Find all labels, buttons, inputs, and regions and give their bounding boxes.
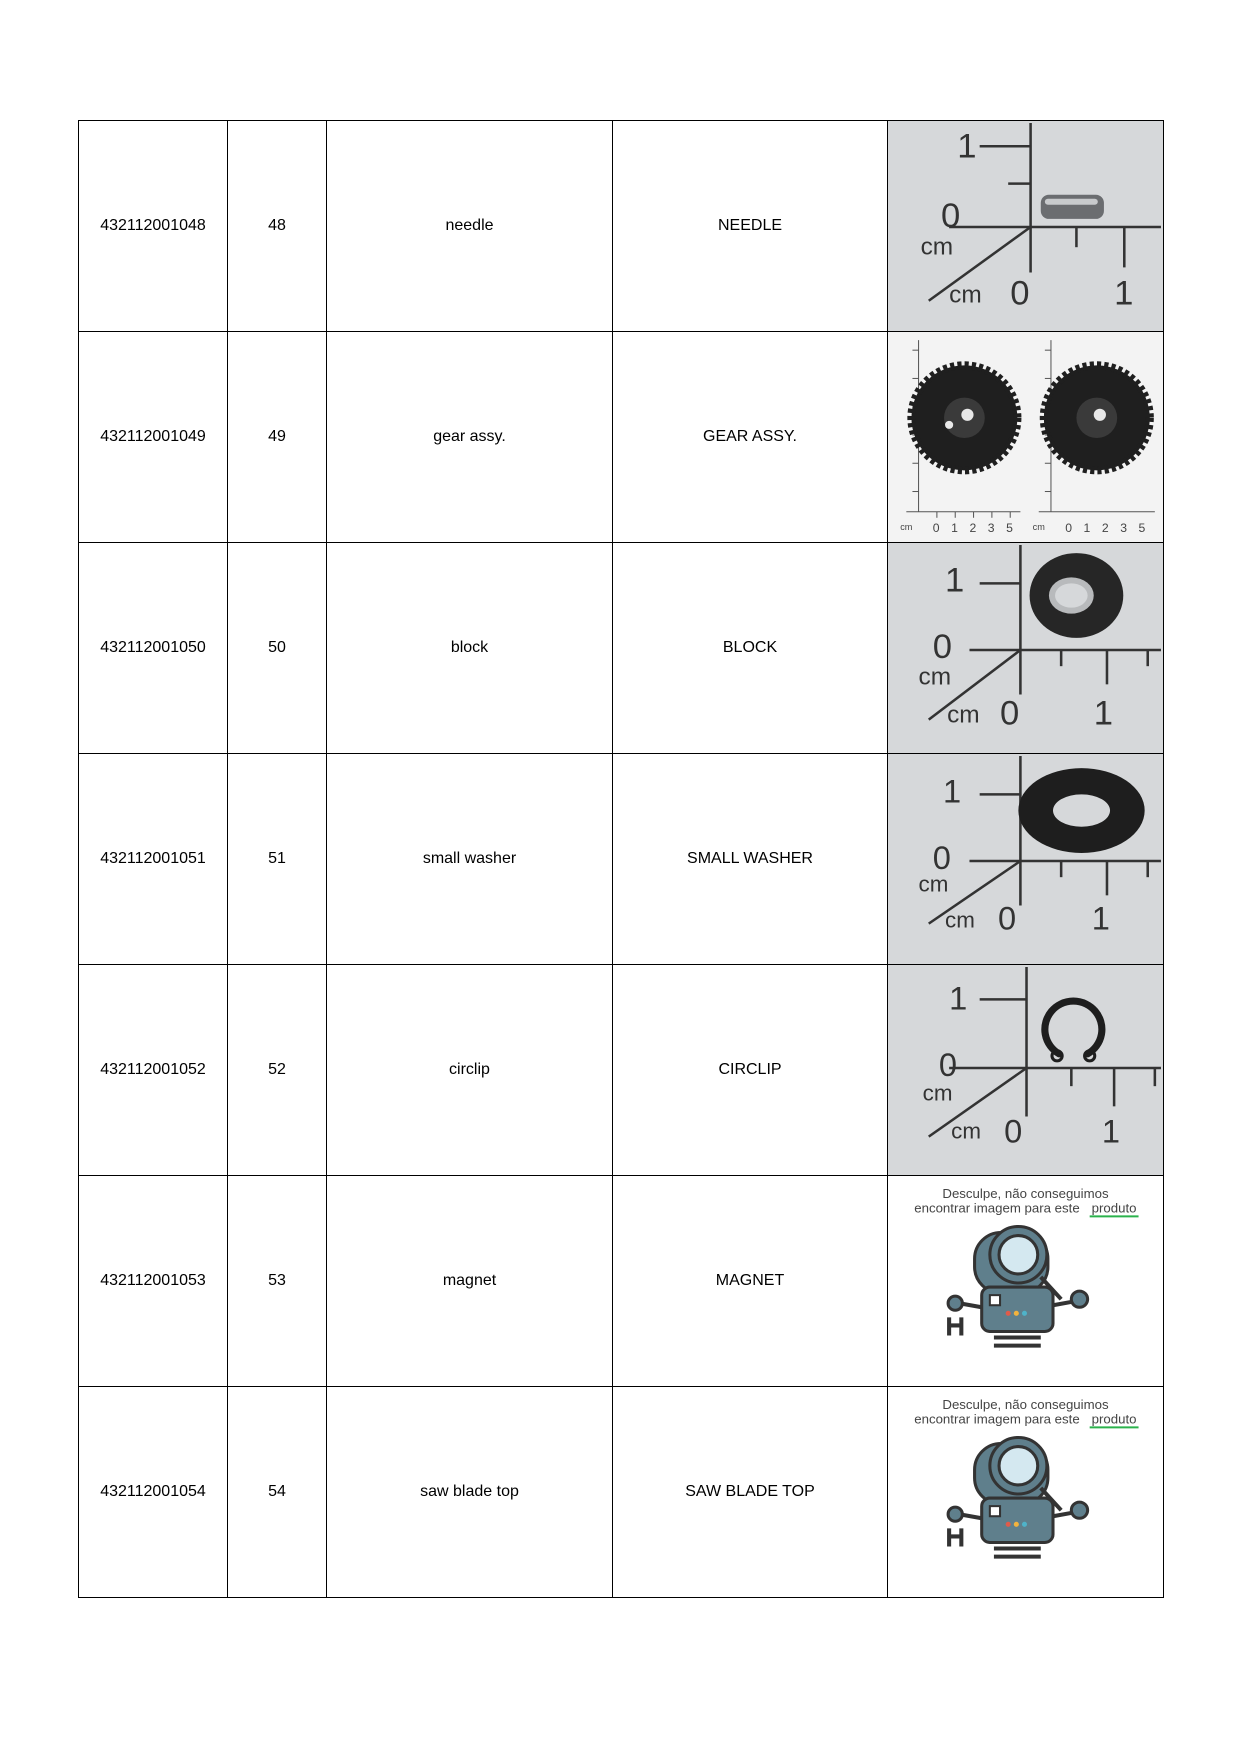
ruler-one-label: 1: [1101, 1113, 1121, 1150]
ruler-zero-label: 0: [940, 197, 961, 235]
part-code: 432112001053: [79, 1176, 228, 1387]
ruler-unit-label: cm: [918, 871, 949, 897]
part-code: 432112001054: [79, 1387, 228, 1598]
ruler-unit-label: cm: [1032, 521, 1045, 532]
part-code: 432112001050: [79, 543, 228, 754]
ruler-zero-label: 0: [1004, 1113, 1023, 1150]
circlip-photo: [888, 965, 1164, 1176]
position-number: 48: [228, 121, 327, 332]
table-row: [79, 121, 1164, 332]
gear-tick-label: 1: [951, 520, 958, 535]
position-number: 54: [228, 1387, 327, 1598]
part-description-upper: GEAR ASSY.: [613, 332, 888, 543]
part-description-upper: SMALL WASHER: [613, 754, 888, 965]
part-code: 432112001048: [79, 121, 228, 332]
placeholder-link: produto: [1091, 1411, 1137, 1427]
ruler-unit-label: cm: [918, 663, 952, 691]
part-description-upper: NEEDLE: [613, 121, 888, 332]
gear-tick-label: 0: [932, 520, 940, 535]
position-number: 49: [228, 332, 327, 543]
placeholder-line2: encontrar imagem para este: [914, 1411, 1080, 1427]
table-row: [79, 543, 1164, 754]
ruler-unit-label: cm: [951, 1118, 982, 1144]
needle-photo: [888, 121, 1164, 332]
gear-tick-label: 1: [1083, 520, 1091, 535]
part-description: saw blade top: [327, 1387, 613, 1598]
ruler-zero-label: 0: [932, 628, 953, 667]
ruler-one-label: 1: [949, 980, 968, 1017]
part-description-upper: BLOCK: [613, 543, 888, 754]
part-code: 432112001052: [79, 965, 228, 1176]
gear-tick-label: 3: [1120, 520, 1128, 535]
table-row: [79, 1176, 1164, 1387]
parts-table: [78, 120, 1164, 1598]
table-row: [79, 332, 1164, 543]
washer-photo: [888, 754, 1164, 965]
gear-tick-label: 0: [1065, 520, 1073, 535]
ruler-unit-label: cm: [949, 281, 982, 309]
placeholder-line1: Desculpe, não conseguimos: [942, 1186, 1109, 1202]
ruler-zero-label: 0: [1000, 694, 1020, 733]
part-description: gear assy.: [327, 332, 613, 543]
ruler-one-label: 1: [1114, 274, 1134, 313]
ruler-zero-label: 0: [938, 1047, 958, 1084]
placeholder-line2: encontrar imagem para este: [914, 1200, 1080, 1216]
gear-tick-label: 5: [1006, 520, 1013, 535]
part-description: magnet: [327, 1176, 613, 1387]
table-row: [79, 754, 1164, 965]
gear-tick-label: 2: [969, 520, 977, 535]
gear-tick-label: 3: [987, 520, 995, 535]
ruler-one-label: 1: [1093, 694, 1113, 733]
ruler-zero-label: 0: [932, 840, 951, 877]
ruler-zero-label: 0: [998, 900, 1017, 937]
position-number: 52: [228, 965, 327, 1176]
placeholder-line1: Desculpe, não conseguimos: [942, 1397, 1109, 1413]
ruler-one-label: 1: [943, 773, 962, 810]
ruler-one-label: 1: [945, 561, 965, 600]
ruler-unit-label: cm: [947, 701, 980, 729]
part-description-upper: MAGNET: [613, 1176, 888, 1387]
part-description: needle: [327, 121, 613, 332]
part-description: block: [327, 543, 613, 754]
part-description: small washer: [327, 754, 613, 965]
block-photo: [888, 543, 1164, 754]
gear-tick-label: 5: [1138, 520, 1146, 535]
no-image-placeholder: [888, 1176, 1164, 1387]
ruler-unit-label: cm: [900, 521, 913, 532]
part-code: 432112001051: [79, 754, 228, 965]
ruler-one-label: 1: [957, 127, 977, 166]
position-number: 53: [228, 1176, 327, 1387]
part-description-upper: SAW BLADE TOP: [613, 1387, 888, 1598]
part-code: 432112001049: [79, 332, 228, 543]
part-description-upper: CIRCLIP: [613, 965, 888, 1176]
ruler-unit-label: cm: [945, 907, 975, 933]
table-row: [79, 965, 1164, 1176]
ruler-one-label: 1: [1091, 900, 1110, 937]
position-number: 51: [228, 754, 327, 965]
ruler-unit-label: cm: [922, 1080, 953, 1106]
placeholder-link: produto: [1091, 1200, 1137, 1216]
ruler-unit-label: cm: [920, 233, 954, 261]
no-image-placeholder: [888, 1387, 1164, 1598]
position-number: 50: [228, 543, 327, 754]
gear-tick-label: 2: [1101, 520, 1109, 535]
gear-photo: [888, 332, 1164, 543]
part-description: circlip: [327, 965, 613, 1176]
ruler-zero-label: 0: [1010, 274, 1030, 313]
table-row: [79, 1387, 1164, 1598]
